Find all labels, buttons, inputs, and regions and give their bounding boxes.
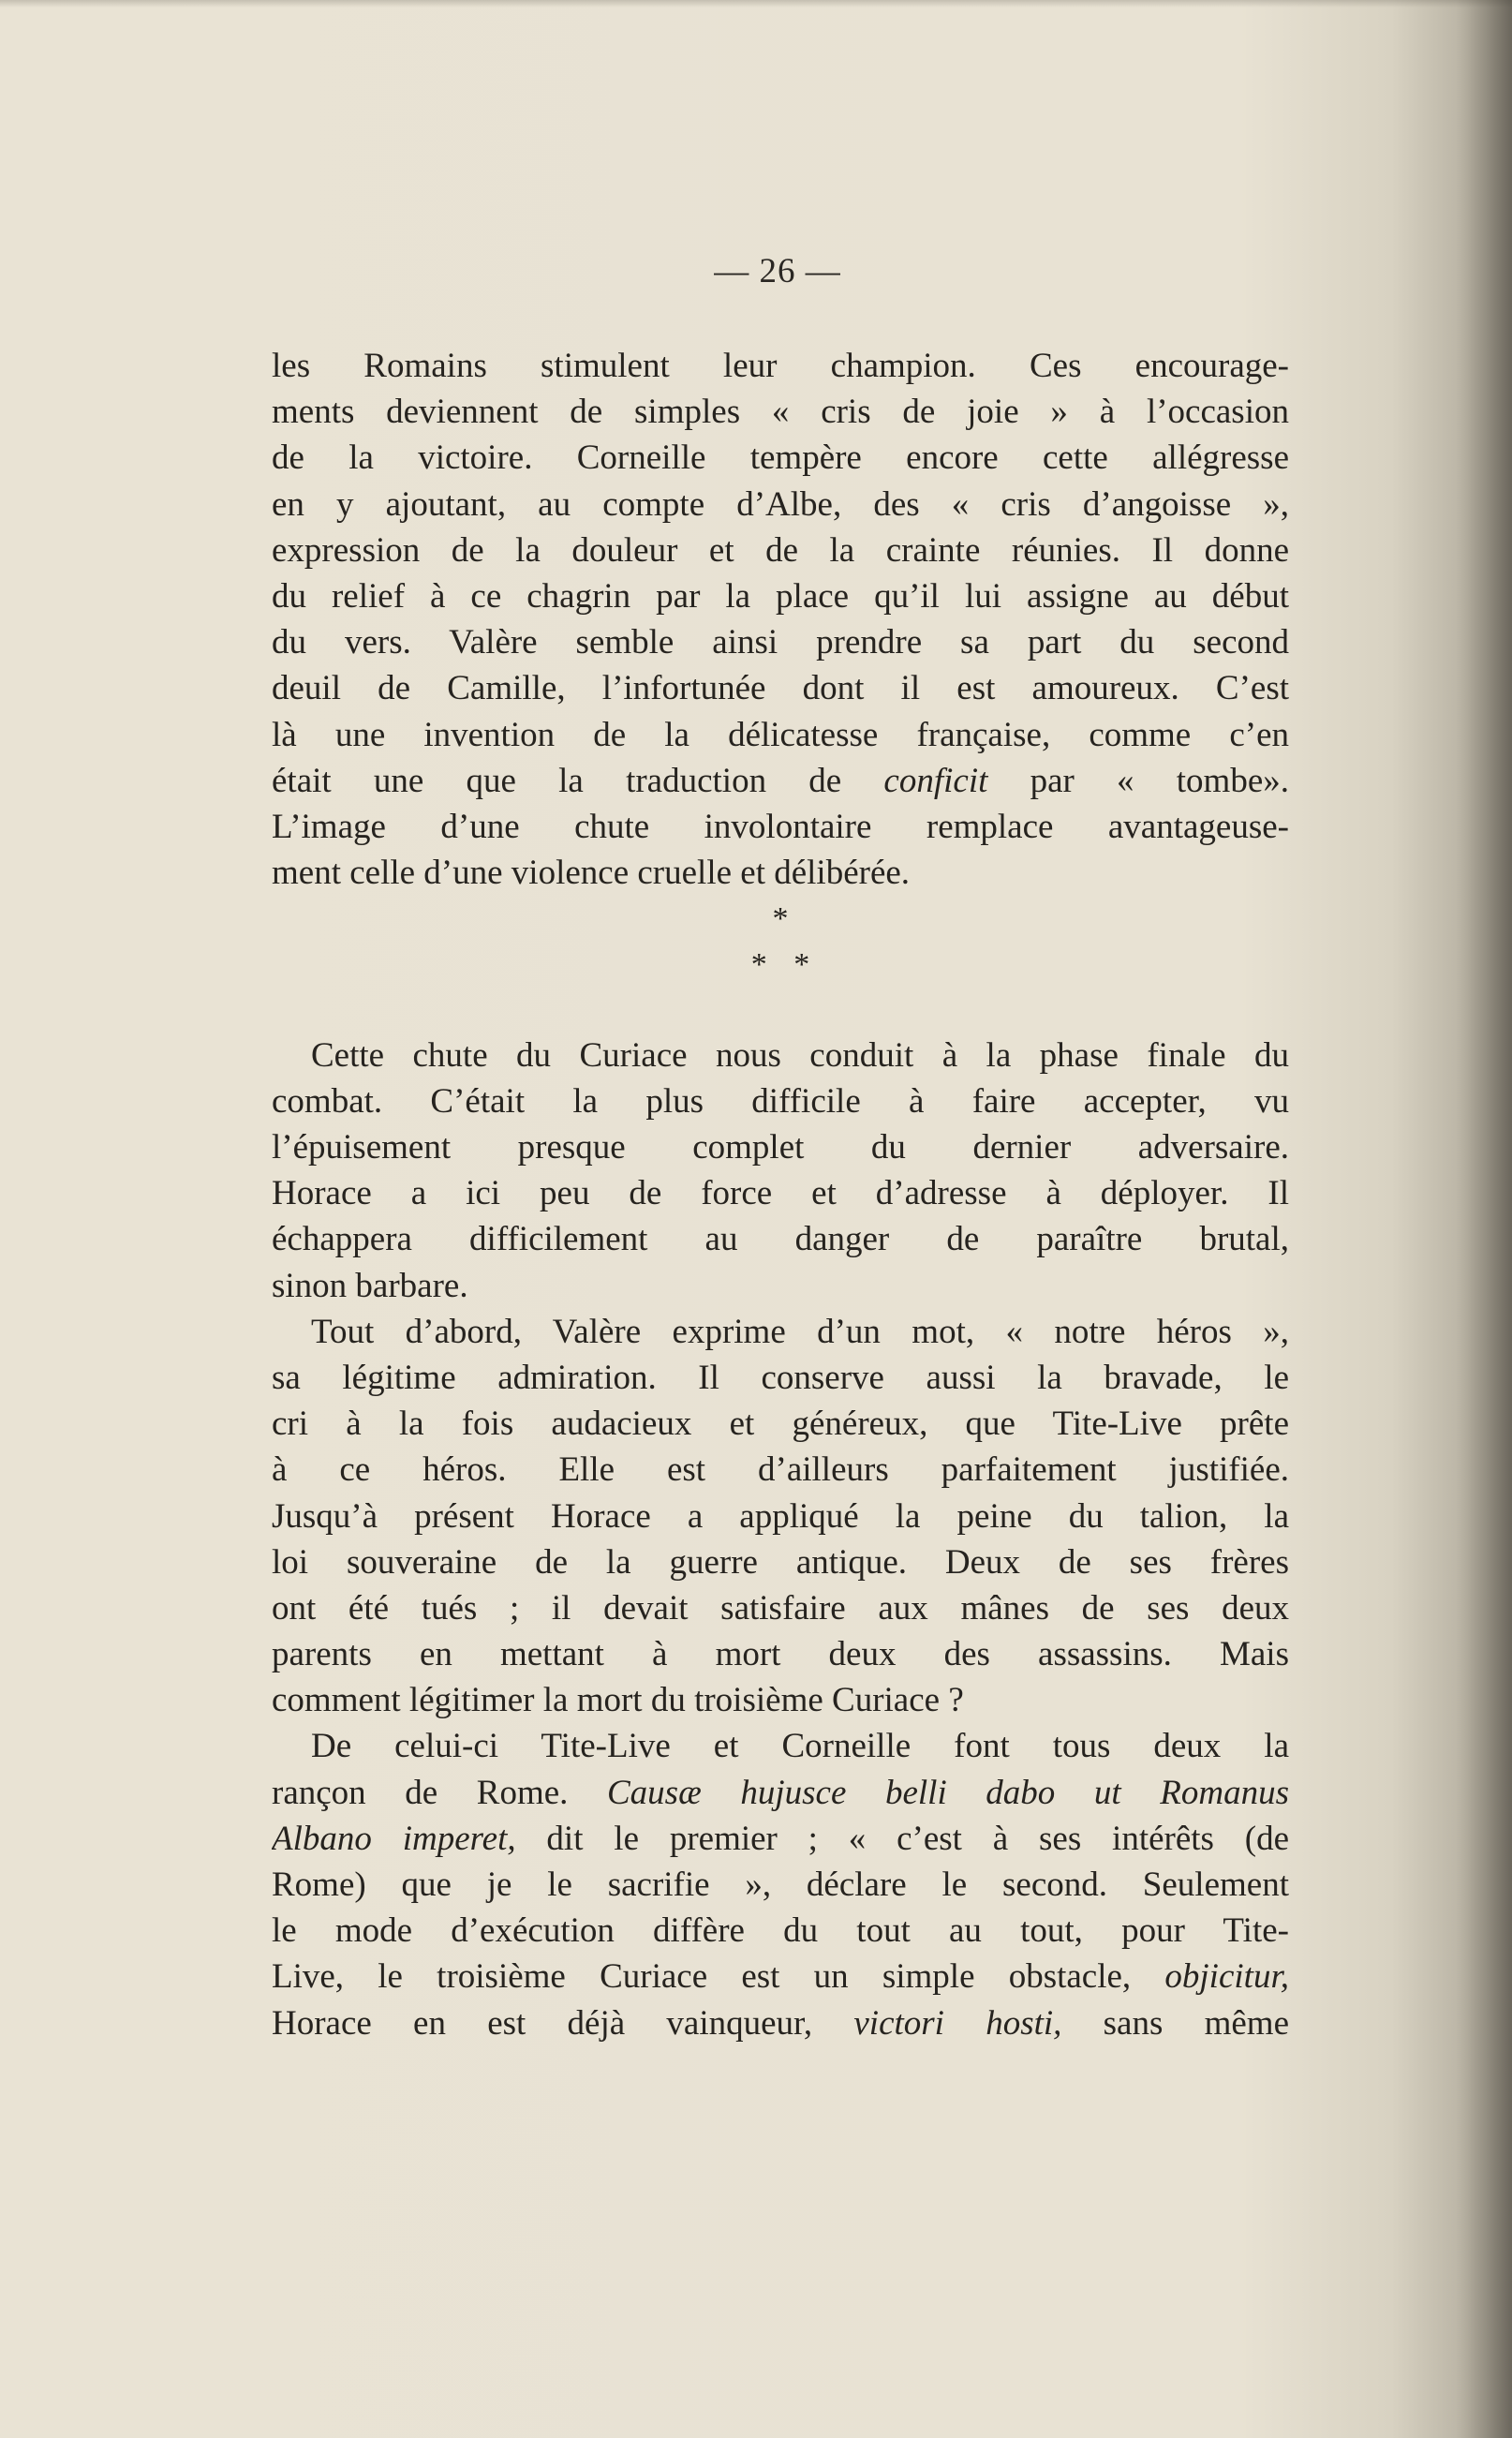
paragraph-gap [272,989,1289,1033]
line-text: De celui-ci Tite-Live et Corneille font tous deux la [311,1727,1289,1766]
text-line [272,1447,1289,1493]
line-text: Rome) que je le sacrifie », déclare le second. Seulement [272,1866,1289,1904]
line-text: échappera difficilement au danger de paraître brutal, [272,1220,1289,1259]
line-text: là une invention de la délicatesse française, comme c’en [272,715,1289,754]
text-line [272,850,1289,896]
text-line [272,619,1289,665]
line-text: combat. C’était la plus difficile à faire accepter, vu [272,1081,1289,1121]
line-text: en y ajoutant, au compte d’Albe, des « cris d’angoisse », [272,484,1289,524]
latin-italic-text: Albano imperet, [272,1819,516,1858]
line-text: Cette chute du Curiace nous conduit à la phase finale du [311,1035,1289,1075]
line-text: de la victoire. Corneille tempère encore cette allégresse [272,439,1289,478]
section-separator [272,942,1289,988]
line-text: Horace a ici peu de force et d’adresse à déployer. Il [272,1174,1289,1213]
line-text: parents en mettant à mort deux des assassins. Mais [272,1635,1289,1674]
text-line [272,1078,1289,1124]
text-line [272,1033,1289,1078]
text-line [272,1263,1289,1309]
text-line [272,1954,1289,1999]
text-line [272,435,1289,481]
text-line [272,1862,1289,1908]
text-line [272,1631,1289,1677]
line-text: ment celle d’une violence cruelle et délibérée. [272,854,911,893]
body-text [272,343,1289,2046]
text-line [272,1494,1289,1539]
page-binding-shadow [1456,0,1512,2438]
text-line [272,712,1289,758]
line-text: loi souveraine de la guerre antique. Deux de ses frères [272,1542,1289,1582]
line-text: ont été tués ; il devait satisfaire aux mânes de ses deux [272,1588,1289,1628]
line-text: ments deviennent de simples « cris de joie » à l’occasion [272,393,1289,432]
text-segment: dit le premier ; « c’est à ses intérêts (de [515,1819,1289,1858]
page-top-edge [0,0,1512,7]
text-segment: par « tombe». [987,761,1289,800]
line-text: du vers. Valère semble ainsi prendre sa part du second [272,623,1289,662]
line-text: du relief à ce chagrin par la place qu’il lui assigne au début [272,576,1289,616]
text-line [272,1723,1289,1769]
line-text: Tout d’abord, Valère exprime d’un mot, « notre héros », [311,1312,1289,1351]
text-line [272,1539,1289,1585]
section-separator [272,896,1289,942]
text-line [272,665,1289,711]
line-text: le mode d’exécution diffère du tout au tout, pour Tite- [272,1911,1289,1951]
text-line [272,1170,1289,1216]
line-text: cri à la fois audacieux et généreux, que Tite-Live prête [272,1405,1289,1444]
line-text: comment légitimer la mort du troisième Curiace ? [272,1681,964,1720]
line-text: L’image d’une chute involontaire remplace avantageuse- [272,807,1289,846]
page-number: — 26 — [714,252,841,290]
line-text: * [772,901,789,937]
text-line [272,389,1289,435]
text-line [272,573,1289,619]
latin-italic-text: conficit [883,761,988,800]
line-text: * * [750,947,810,983]
text-line [272,1401,1289,1447]
text-line [272,1355,1289,1401]
text-line [272,1124,1289,1170]
text-segment: sans même [1061,2003,1289,2043]
text-segment: était une que la traduction de [272,761,884,800]
text-line [272,1677,1289,1723]
text-line [272,804,1289,850]
latin-italic-text: victori hosti, [853,2003,1062,2043]
text-line [272,1216,1289,1262]
text-line [272,1585,1289,1631]
line-text: Jusqu’à présent Horace a appliqué la peine du talion, la [272,1496,1289,1536]
text-line [272,2000,1289,2046]
line-text: deuil de Camille, l’infortunée dont il est amoureux. C’est [272,669,1289,708]
latin-italic-text: objicitur, [1164,1957,1289,1997]
text-line [272,1908,1289,1954]
text-line [272,343,1289,389]
text-line [272,528,1289,573]
text-line [272,1309,1289,1355]
latin-italic-text: Causæ hujusce belli dabo ut Romanus [607,1773,1289,1812]
line-text: expression de la douleur et de la crainte réunies. Il donne [272,530,1289,570]
line-text: l’épuisement presque complet du dernier adversaire. [272,1128,1289,1167]
text-line [272,1816,1289,1862]
line-text: les Romains stimulent leur champion. Ces encourage- [272,347,1289,385]
line-text: à ce héros. Elle est d’ailleurs parfaitement justifiée. [272,1450,1289,1490]
line-text: sinon barbare. [272,1266,468,1305]
line-text: sa légitime admiration. Il conserve aussi la bravade, le [272,1358,1289,1397]
text-line [272,482,1289,528]
text-line [272,1770,1289,1816]
text-line [272,758,1289,804]
text-segment: Horace en est déjà vainqueur, [272,2003,854,2043]
text-segment: Live, le troisième Curiace est un simple obstacle, [272,1957,1165,1997]
text-segment: rançon de Rome. [272,1773,607,1812]
